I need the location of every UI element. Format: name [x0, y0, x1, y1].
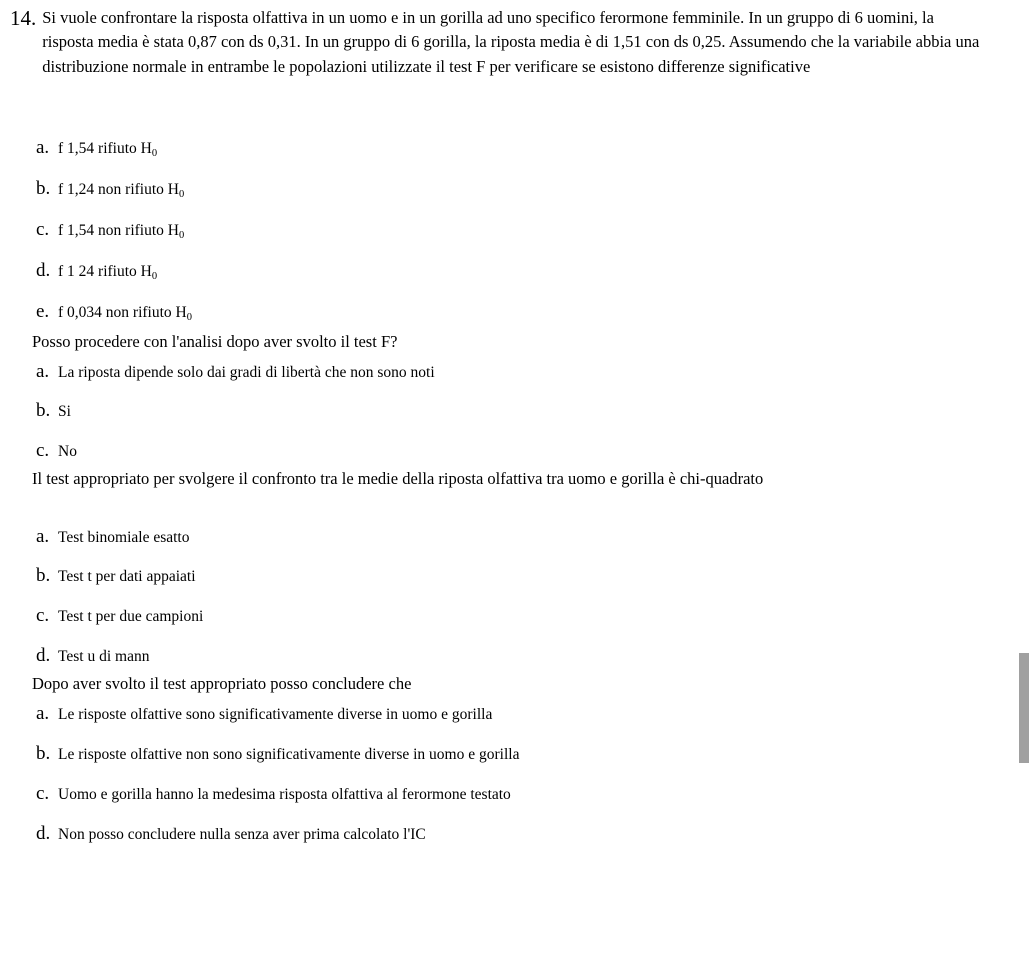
- option-label: Uomo e gorilla hanno la medesima risposta olfattiva al ferormone testato: [58, 786, 511, 803]
- option-label: Test t per dati appaiati: [58, 568, 196, 585]
- sub-question-3-stem: Il test appropriato per svolgere il confronto tra le medie della riposta olfattiva tra uomo e gorilla è chi-quadrato: [32, 469, 764, 488]
- scrollbar-track[interactable]: [1019, 0, 1034, 956]
- question-stem-text: Si vuole confrontare la risposta olfattiva in un uomo e in un gorilla ad uno specifico ferormone femminile. In un gruppo di 6 uomini, la risposta media è stata 0,87 con ds 0,31. In un gruppo di 6 gorilla, la riposta media è di 1,51 con ds 0,25. Assumendo che la variabile abbia una distribuzione normale in entrambe le popolazioni utilizzate il test F per verificare se esistono differenze significative: [42, 8, 980, 76]
- option-label: f 0,034 non rifiuto $H_0$: [58, 304, 192, 323]
- option-label: Test u di mann: [58, 648, 150, 665]
- option-letter: b.: [36, 400, 51, 421]
- question-stem-row: [10, 6, 985, 79]
- option-letter: a.: [36, 137, 50, 158]
- question-14-block: [10, 6, 985, 79]
- option-label: Le risposte olfattive non sono significativamente diverse in uomo e gorilla: [58, 746, 520, 763]
- option-label: Le risposte olfattive sono significativamente diverse in uomo e gorilla: [58, 706, 493, 723]
- option-letter: a.: [36, 361, 50, 382]
- option-g1-c[interactable]: [36, 219, 184, 242]
- option-g4-b[interactable]: [36, 743, 519, 766]
- option-label: f 1,54 rifiuto $H_0$: [58, 140, 158, 159]
- option-g1-b[interactable]: [36, 178, 184, 201]
- option-g3-b[interactable]: [36, 565, 196, 588]
- option-letter: b.: [36, 743, 51, 764]
- option-g1-a[interactable]: [36, 137, 157, 160]
- option-label: Non posso concludere nulla senza aver prima calcolato l'IC: [58, 826, 426, 843]
- subscript: 0: [151, 147, 158, 159]
- sub-question-2-stem: Posso procedere con l'analisi dopo aver svolto il test F?: [32, 332, 398, 351]
- sub-question-4-stem: Dopo aver svolto il test appropriato posso concludere che: [32, 674, 412, 693]
- option-label: f 1,24 non rifiuto $H_0$: [58, 181, 185, 200]
- option-label: Test t per due campioni: [58, 608, 204, 625]
- option-g2-b[interactable]: [36, 400, 71, 423]
- option-label: Si: [58, 403, 71, 420]
- option-g4-d[interactable]: [36, 823, 426, 846]
- option-g2-a[interactable]: [36, 361, 435, 384]
- option-letter: b.: [36, 178, 51, 199]
- option-letter: d.: [36, 645, 51, 666]
- option-label: f 1,54 non rifiuto $H_0$: [58, 222, 185, 241]
- option-letter: d.: [36, 823, 51, 844]
- subscript: 0: [186, 311, 192, 323]
- option-g3-d[interactable]: [36, 645, 149, 668]
- subscript: 0: [178, 229, 185, 241]
- option-letter: c.: [36, 783, 50, 804]
- option-g4-c[interactable]: [36, 783, 511, 806]
- option-letter: a.: [36, 526, 50, 547]
- option-letter: e.: [36, 301, 50, 322]
- option-g2-c[interactable]: [36, 440, 77, 463]
- subscript: 0: [151, 270, 158, 282]
- question-number: 14.: [10, 6, 37, 30]
- option-g1-e[interactable]: [36, 301, 192, 324]
- option-letter: d.: [36, 260, 51, 281]
- scrollbar-thumb[interactable]: [1019, 653, 1029, 763]
- option-g4-a[interactable]: [36, 703, 492, 726]
- option-g3-c[interactable]: [36, 605, 203, 628]
- option-g3-a[interactable]: [36, 526, 190, 549]
- option-label: No: [58, 443, 77, 460]
- option-letter: b.: [36, 565, 51, 586]
- subscript: 0: [178, 188, 185, 200]
- option-letter: c.: [36, 440, 50, 461]
- option-label: Test binomiale esatto: [58, 529, 190, 546]
- option-letter: c.: [36, 605, 50, 626]
- option-label: f 1 24 rifiuto $H_0$: [58, 263, 158, 282]
- option-letter: c.: [36, 219, 50, 240]
- option-label: La riposta dipende solo dai gradi di libertà che non sono noti: [58, 364, 435, 381]
- option-g1-d[interactable]: [36, 260, 157, 283]
- option-letter: a.: [36, 703, 50, 724]
